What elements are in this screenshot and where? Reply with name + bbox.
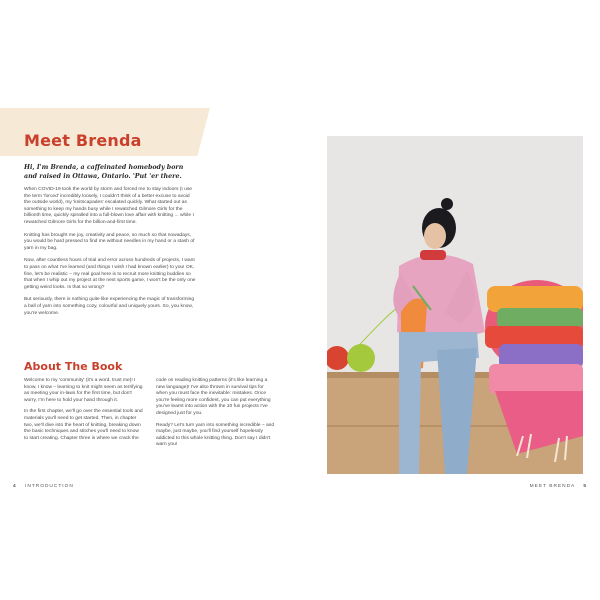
footer-right xyxy=(530,484,593,489)
photo-illustration xyxy=(327,136,583,474)
running-head-left: INTRODUCTION xyxy=(25,484,74,489)
about-paragraph: Welcome to my 'community' (it's a word, trust me)! I know, I know – learning to knit might seem as terrifying as meeting your in-laws for the first time, but don't worry, I'm here to hold your hand through it. xyxy=(24,378,143,403)
about-column-1 xyxy=(24,378,144,447)
about-paragraph: In the first chapter, we'll go over the essential tools and materials you'll need to get started. Then, in chapter two, we'll dive into the heart of knitting, breaking down the basic techniques and stitches you'll need to know to start creating. Chapter three is where we crack the xyxy=(24,409,143,441)
about-paragraph: Ready? Let's turn yarn into something incredible – and maybe, just maybe, you'll find yourself hopelessly addicted to this whole knitting thing. Don't say I didn't warn you! xyxy=(156,422,275,448)
bio-paragraph: Now, after countless hours of trial and error across hundreds of projects, I want to pass on what I've learned (and things I wish I had known earlier) to you! OK, fine, let's be realistic – my real goal here is to recruit more knitting buddies so that when I whip out my project at the next sports game, I won't be the only one getting weird looks. Is that so wrong? xyxy=(24,258,196,290)
running-head-right: MEET BRENDA xyxy=(529,484,575,489)
page-number-left: 4 xyxy=(13,484,17,489)
about-column-2 xyxy=(156,378,276,454)
intro-text: Hi, I'm Brenda, a caffeinated homebody born and raised in Ottawa, Ontario. 'Put 'er there. xyxy=(24,164,184,180)
bio-paragraph: But seriously, there is nothing quite like experiencing the magic of transforming a ball of yarn into something cozy, colourful and uniquely yours. So, you know, you're welcome. xyxy=(24,297,195,316)
about-paragraph: code on reading knitting patterns (it's like learning a new language)! I've also thrown in survival tips for when you must face the inevitable: mistakes. Once you're feeling more confident, you can put everything you've learnt into action with the 10 fun projects I've designed just for you. xyxy=(156,378,271,416)
bio-paragraph: When COVID-19 took the world by storm and forced me to stay indoors (I use the term 'forced' incredibly loosely, I couldn't think of a better excuse to avoid the outside world), my 'knitscapades' escalated quickly. What started out as something to keep my hands busy while I rewatched Gilmore Girls for the billionth time, quickly spiralled into a full-blown love affair with knitting ... while I rewatched Gilmore Girls for the billion-and-first time. xyxy=(24,187,194,225)
page-number-right: 5 xyxy=(583,484,587,489)
about-heading: About The Book xyxy=(24,360,123,373)
bio-text xyxy=(24,187,196,323)
page-title: Meet Brenda xyxy=(24,131,142,150)
footer-left xyxy=(7,484,74,489)
knitter-photo xyxy=(327,136,583,474)
bio-paragraph: Knitting has brought me joy, creativity and peace, so much so that nowadays, you would be hard pressed to find me without needles in my hand or a stash of yarn in my bag. xyxy=(24,232,195,251)
